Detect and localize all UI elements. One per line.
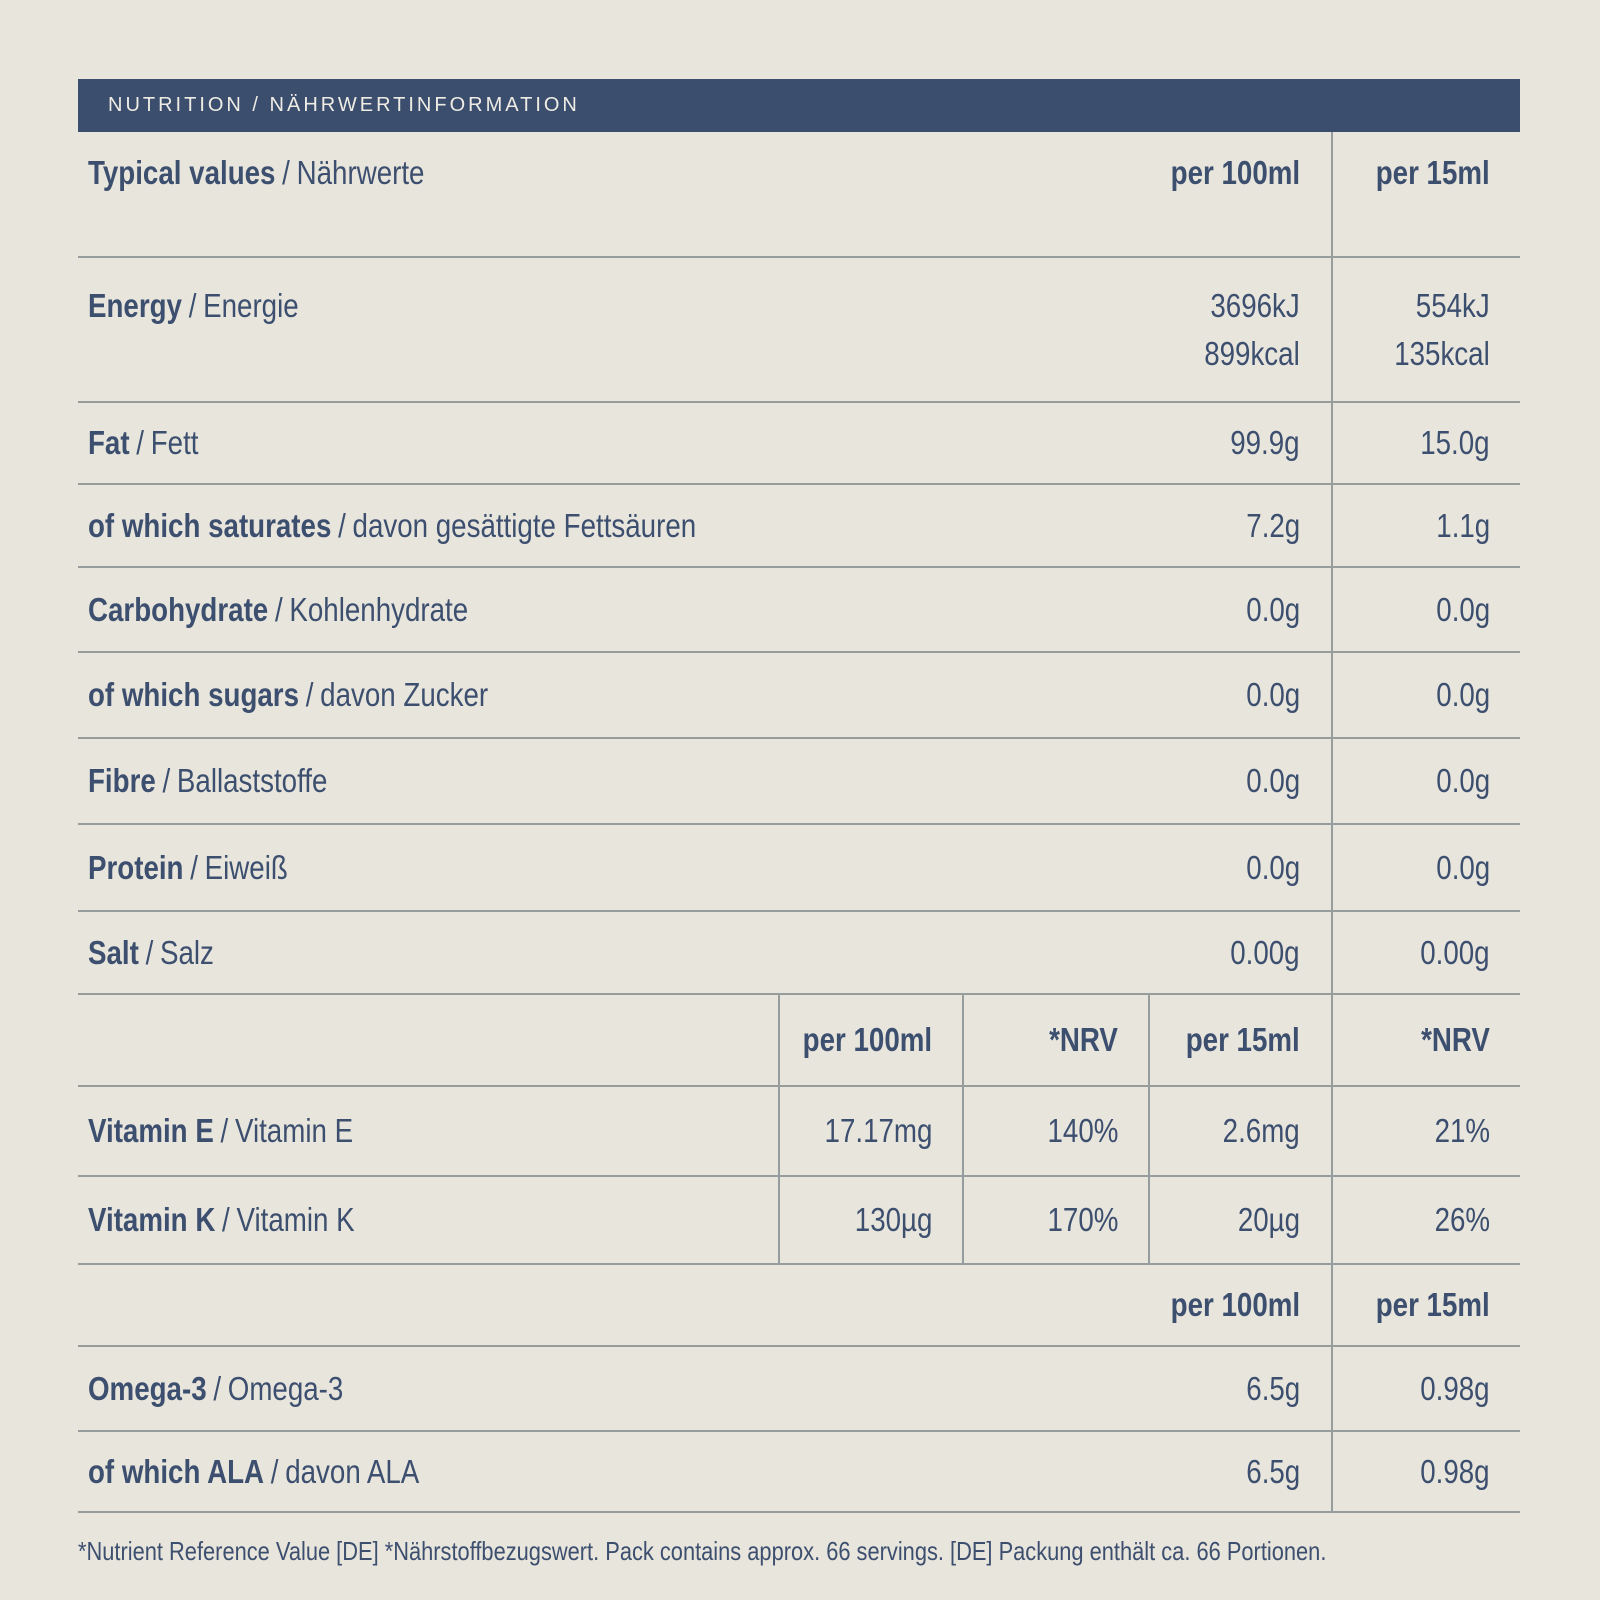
- label-de: Omega-3: [227, 1369, 344, 1407]
- label-en: Typical values: [88, 154, 276, 191]
- label-de: Vitamin K: [236, 1201, 355, 1238]
- label-de: Fett: [150, 424, 199, 461]
- value-per-15ml: 0.0g: [1436, 590, 1490, 628]
- value-per-100ml: 0.00g: [1230, 933, 1300, 971]
- column-divider-vitamin-1: [778, 995, 780, 1265]
- label-separator: /: [136, 424, 145, 461]
- label-en: of which sugars: [88, 676, 300, 713]
- value-per-100ml: 6.5g: [1246, 1369, 1300, 1407]
- column-header-vitamin-per-15ml: per 15ml: [1185, 1021, 1300, 1058]
- value-energy-per-15ml: [1394, 282, 1490, 378]
- label-en: of which ALA: [88, 1452, 265, 1490]
- value-energy-kcal-100: 899kcal: [1204, 334, 1300, 372]
- label-en: Vitamin K: [88, 1201, 216, 1238]
- value-per-15ml: 0.0g: [1436, 762, 1490, 799]
- table-row-fibre: [78, 739, 1520, 825]
- label-de: Ballaststoffe: [176, 762, 328, 799]
- table-row-saturates: [78, 485, 1520, 568]
- nutrition-table: [78, 132, 1520, 1513]
- row-label-salt: [88, 934, 214, 972]
- label-de: davon Zucker: [320, 676, 489, 713]
- value-per-15ml: 0.00g: [1420, 933, 1490, 971]
- row-label-typical-values: [88, 154, 424, 192]
- value-nrv-100: 170%: [1047, 1201, 1118, 1238]
- nutrition-header-bar: [78, 79, 1520, 132]
- value-per-100ml: 0.0g: [1246, 590, 1300, 628]
- label-de: Salz: [159, 933, 214, 971]
- value-per-15ml: 20µg: [1237, 1201, 1300, 1238]
- column-header-omega-per-100ml: per 100ml: [1170, 1286, 1300, 1323]
- label-separator: /: [213, 1369, 222, 1407]
- label-de: Kohlenhydrate: [289, 590, 469, 628]
- label-de: Vitamin E: [234, 1112, 354, 1149]
- row-label-saturates: [88, 507, 696, 545]
- table-row-fat: [78, 403, 1520, 485]
- value-per-100ml: 7.2g: [1246, 506, 1300, 544]
- table-row-omega-3: [78, 1347, 1520, 1432]
- label-separator: /: [145, 933, 154, 971]
- value-per-15ml: 0.98g: [1420, 1452, 1490, 1490]
- value-per-15ml: 2.6mg: [1222, 1112, 1300, 1149]
- column-divider-per15ml: [1331, 132, 1333, 1513]
- value-energy-kcal-15: 135kcal: [1394, 334, 1490, 372]
- column-divider-vitamin-3: [1148, 995, 1150, 1265]
- row-label-ala: [88, 1453, 419, 1491]
- value-per-100ml: 17.17mg: [824, 1112, 932, 1149]
- label-en: Energy: [88, 286, 182, 324]
- row-label-vitamin-k: [88, 1201, 355, 1239]
- label-en: Fibre: [88, 762, 156, 799]
- value-nrv-15: 26%: [1434, 1201, 1490, 1238]
- column-header-nrv-15: *NRV: [1421, 1021, 1490, 1058]
- label-en: of which saturates: [88, 506, 332, 544]
- label-separator: /: [188, 286, 197, 324]
- label-separator: /: [162, 762, 171, 799]
- column-header-omega-per-15ml: per 15ml: [1375, 1286, 1490, 1323]
- label-separator: /: [274, 590, 283, 628]
- table-row-omega-header: [78, 1265, 1520, 1347]
- table-row-vitamin-k: [78, 1177, 1520, 1265]
- nutrition-header-title: NUTRITION / NÄHRWERTINFORMATION: [108, 94, 580, 116]
- value-per-15ml: 15.0g: [1420, 424, 1490, 461]
- label-separator: /: [220, 1112, 229, 1149]
- value-per-15ml: 0.98g: [1420, 1369, 1490, 1407]
- row-label-protein: [88, 849, 288, 887]
- column-header-per-100ml: per 100ml: [1170, 154, 1300, 191]
- label-en: Fat: [88, 424, 130, 461]
- value-per-100ml: 0.0g: [1246, 762, 1300, 799]
- row-label-omega-3: [88, 1370, 343, 1408]
- footnote: *Nutrient Reference Value [DE] *Nährstoffbezugswert. Pack contains approx. 66 servings. [DE] Packung enthält ca. 66 Portionen.: [78, 1536, 1327, 1566]
- label-de: Eiweiß: [204, 848, 288, 886]
- value-per-15ml: 0.0g: [1436, 848, 1490, 886]
- label-en: Carbohydrate: [88, 590, 269, 628]
- label-en: Salt: [88, 933, 139, 971]
- table-row-carbohydrate: [78, 568, 1520, 653]
- row-label-fat: [88, 424, 198, 462]
- row-label-carbohydrate: [88, 591, 468, 629]
- value-per-15ml: 0.0g: [1436, 676, 1490, 713]
- value-per-100ml: 130µg: [854, 1201, 932, 1238]
- value-energy-kj-15: 554kJ: [1416, 286, 1490, 324]
- label-separator: /: [270, 1452, 279, 1490]
- label-en: Omega-3: [88, 1369, 207, 1407]
- row-label-sugars: [88, 676, 488, 714]
- value-per-100ml: 6.5g: [1246, 1452, 1300, 1490]
- label-de: davon ALA: [285, 1452, 420, 1490]
- label-de: Energie: [203, 286, 299, 324]
- label-separator: /: [222, 1201, 230, 1238]
- value-per-100ml: 0.0g: [1246, 848, 1300, 886]
- value-energy-kj-100: 3696kJ: [1210, 286, 1300, 324]
- table-row-typical-values: [78, 132, 1520, 258]
- value-per-15ml: 1.1g: [1436, 506, 1490, 544]
- column-header-nrv-100: *NRV: [1049, 1021, 1118, 1058]
- column-header-vitamin-per-100ml: per 100ml: [802, 1021, 932, 1058]
- column-divider-vitamin-2: [962, 995, 964, 1265]
- row-label-energy: [88, 287, 299, 325]
- table-row-salt: [78, 912, 1520, 995]
- label-de: davon gesättigte Fettsäuren: [352, 506, 697, 544]
- table-row-sugars: [78, 653, 1520, 739]
- value-per-100ml: 0.0g: [1246, 676, 1300, 713]
- label-en: Protein: [88, 848, 184, 886]
- label-separator: /: [338, 506, 346, 544]
- label-en: Vitamin E: [88, 1112, 214, 1149]
- value-nrv-100: 140%: [1047, 1112, 1118, 1149]
- column-header-per-15ml: per 15ml: [1375, 154, 1490, 191]
- label-separator: /: [190, 848, 198, 886]
- value-nrv-15: 21%: [1434, 1112, 1490, 1149]
- table-row-vitamin-e: [78, 1087, 1520, 1177]
- table-row-protein: [78, 825, 1520, 912]
- row-label-fibre: [88, 762, 327, 800]
- label-separator: /: [305, 676, 314, 713]
- value-per-100ml: 99.9g: [1230, 424, 1300, 461]
- label-de: Nährwerte: [296, 154, 425, 191]
- table-row-vitamin-header: [78, 995, 1520, 1087]
- table-row-ala: [78, 1432, 1520, 1513]
- label-separator: /: [282, 154, 290, 191]
- value-energy-per-100ml: [1204, 282, 1300, 378]
- table-row-energy: [78, 258, 1520, 403]
- row-label-vitamin-e: [88, 1112, 353, 1150]
